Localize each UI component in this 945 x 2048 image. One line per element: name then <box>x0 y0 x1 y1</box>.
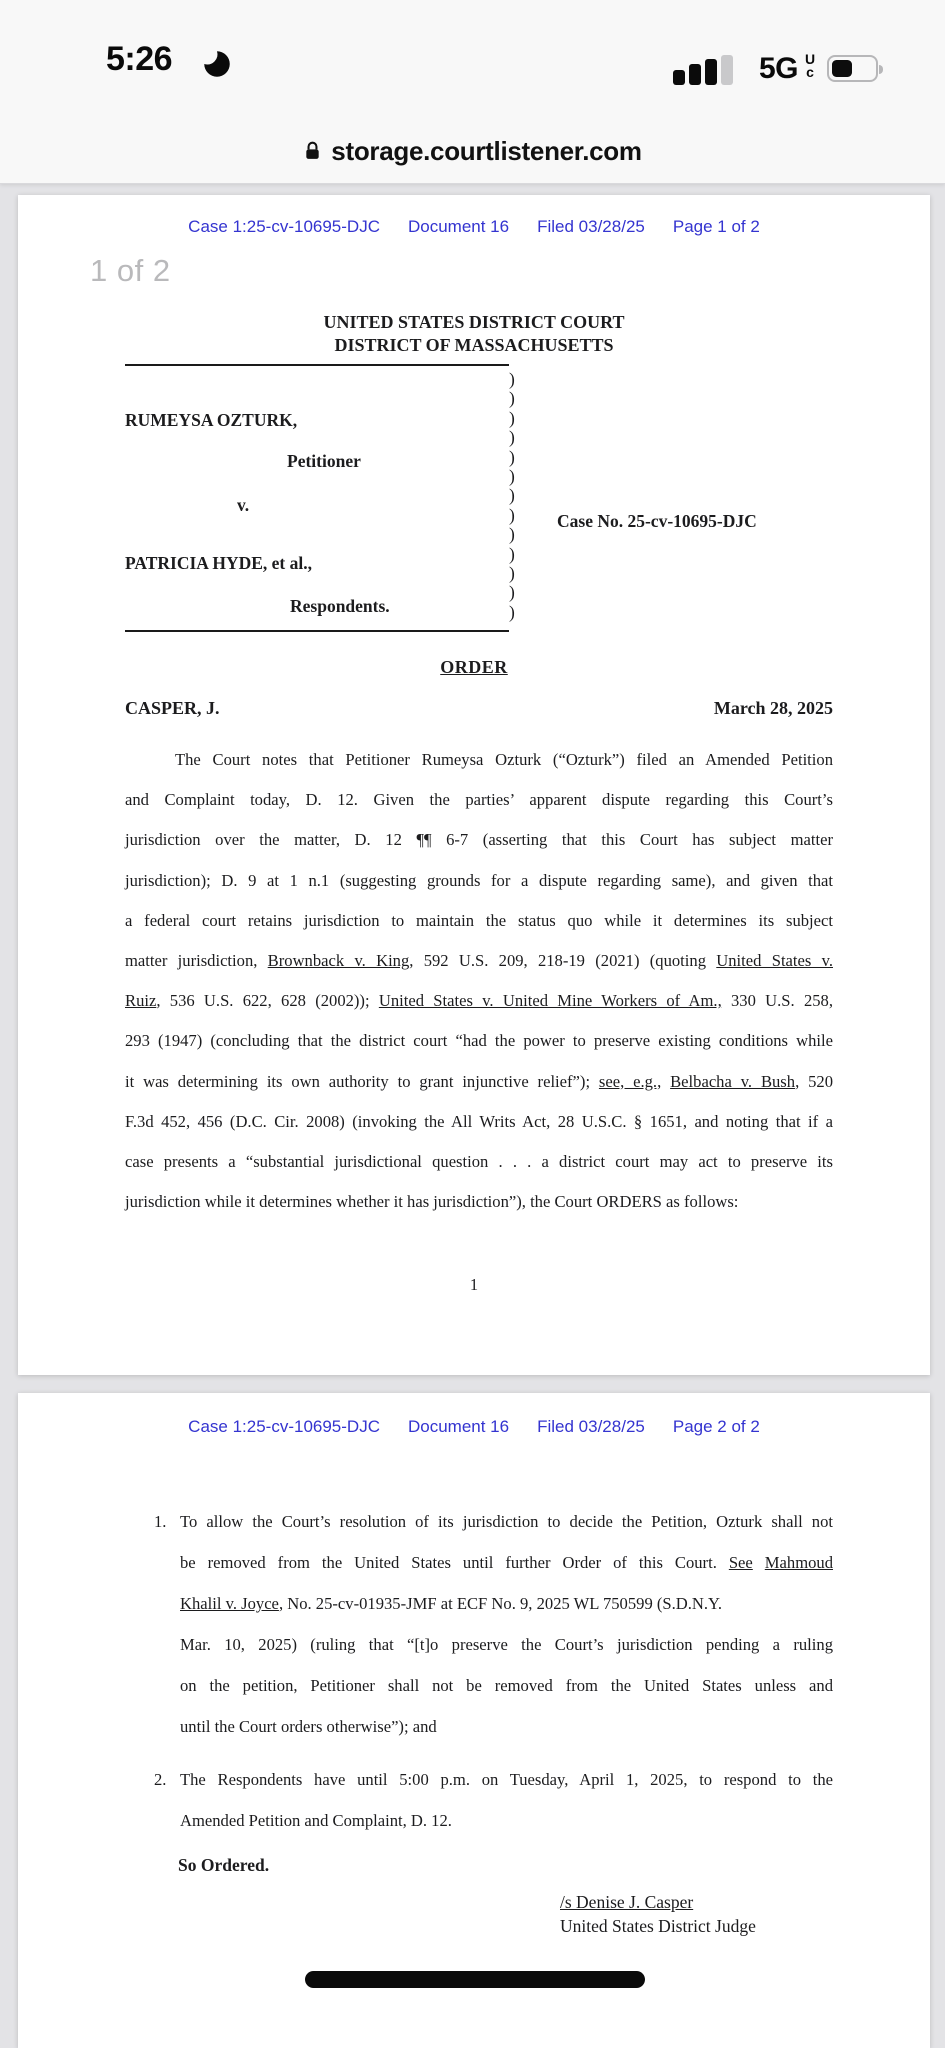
so-ordered-label: So Ordered. <box>178 1855 270 1875</box>
stamp-case-number: Case 1:25-cv-10695-DJC <box>188 217 380 236</box>
network-uc-label: U c <box>805 51 816 80</box>
caption-paren: ) <box>509 485 515 506</box>
stamp-filed-date: Filed 03/28/25 <box>537 1417 645 1436</box>
petitioner-name: RUMEYSA OZTURK, <box>125 410 298 430</box>
document-text-line: jurisdiction over the matter, D. 12 ¶¶ 6-7 (asserting that this Court has subject matter <box>125 830 833 850</box>
document-text-line: Amended Petition and Complaint, D. 12. <box>180 1811 452 1830</box>
list-item-number: 1. <box>154 1512 167 1531</box>
judge-name: CASPER, J. <box>125 698 220 718</box>
order-body-text <box>125 740 833 1222</box>
signature-title: United States District Judge <box>560 1916 756 1936</box>
petitioner-label: Petitioner <box>287 451 361 471</box>
document-text-line: and Complaint today, D. 12. Given the parties’ apparent dispute regarding this Court’s <box>125 790 833 810</box>
pdf-viewer[interactable] <box>0 184 945 2048</box>
caption-paren: ) <box>509 504 515 525</box>
caption-paren: ) <box>509 427 515 448</box>
order-numbered-list <box>154 1501 833 1841</box>
url-bar[interactable] <box>0 131 945 171</box>
document-text-line: it was determining its own authority to grant injunctive relief”); see, e.g., Belbacha v. Bush, 520 <box>125 1071 833 1091</box>
stamp-page-number: Page 1 of 2 <box>672 217 760 236</box>
document-text-line: case presents a “substantial jurisdictional question . . . a district court may act to preserve its <box>125 1151 833 1171</box>
stamp-case-number: Case 1:25-cv-10695-DJC <box>188 1417 380 1436</box>
order-heading: ORDER <box>440 657 508 677</box>
status-time: 5:26 <box>106 40 173 78</box>
pdf-page-2 <box>18 1393 930 2048</box>
page-footer-number: 1 <box>469 1275 479 1294</box>
document-text-line: F.3d 452, 456 (D.C. Cir. 2008) (invoking the All Writs Act, 28 U.S.C. § 1651, and noting that if a <box>125 1111 833 1131</box>
document-text-line: 2. The Respondents have until 5:00 p.m. on Tuesday, April 1, 2025, to respond to the <box>180 1759 833 1800</box>
battery-icon <box>827 55 878 82</box>
pdf-stamp-header-page1 <box>18 217 930 237</box>
page-position-overlay: 1 of 2 <box>90 253 171 288</box>
url-text: storage.courtlistener.com <box>331 135 642 166</box>
caption-top-rule <box>125 364 509 366</box>
case-number: Case No. 25-cv-10695-DJC <box>557 511 757 531</box>
document-text-line: Ruiz, 536 U.S. 622, 628 (2002)); United States v. United Mine Workers of Am., 330 U.S. 258, <box>125 991 833 1011</box>
respondent-label: Respondents. <box>290 596 390 616</box>
home-indicator[interactable] <box>305 1971 645 1988</box>
stamp-document-number: Document 16 <box>407 217 510 236</box>
browser-chrome <box>0 0 945 184</box>
versus-label: v. <box>237 495 250 515</box>
caption-paren: ) <box>509 543 515 564</box>
signature-name: /s Denise J. Casper <box>560 1892 694 1912</box>
cellular-signal-icon <box>673 55 733 85</box>
signature-block <box>560 1890 756 1938</box>
caption-paren: ) <box>509 524 515 545</box>
caption-bottom-rule <box>125 630 509 632</box>
document-text-line: jurisdiction while it determines whether it has jurisdiction”), the Court ORDERS as follows: <box>125 1192 739 1212</box>
caption-paren: ) <box>509 446 515 467</box>
document-text-line: on the petition, Petitioner shall not be removed from the United States unless and <box>180 1676 833 1695</box>
network-type-label: 5G <box>759 52 799 85</box>
lock-icon <box>303 140 322 162</box>
caption-paren: ) <box>509 407 515 428</box>
stamp-page-number: Page 2 of 2 <box>672 1417 760 1436</box>
stamp-document-number: Document 16 <box>407 1417 510 1436</box>
caption-paren: ) <box>509 369 515 389</box>
caption-paren: ) <box>509 582 515 603</box>
document-text-line: 1. To allow the Court’s resolution of its jurisdiction to decide the Petition, Ozturk shall not <box>180 1501 833 1542</box>
document-text-line: matter jurisdiction, Brownback v. King, 592 U.S. 209, 218-19 (2021) (quoting United States v. <box>125 950 833 970</box>
document-text-line: until the Court orders otherwise”); and <box>180 1717 437 1736</box>
document-text-line: be removed from the United States until further Order of this Court. See Mahmoud <box>180 1553 833 1572</box>
caption-paren: ) <box>509 563 515 584</box>
document-text-line: Khalil v. Joyce, No. 25-cv-01935-JMF at ECF No. 9, 2025 WL 750599 (S.D.N.Y. <box>180 1594 723 1613</box>
order-date: March 28, 2025 <box>713 698 833 718</box>
caption-paren: ) <box>509 601 515 622</box>
caption-paren-column <box>509 370 515 622</box>
document-text-line: Mar. 10, 2025) (ruling that “[t]o preserve the Court’s jurisdiction pending a ruling <box>180 1635 833 1654</box>
case-caption <box>125 360 835 640</box>
document-text-line: The Court notes that Petitioner Rumeysa Ozturk (“Ozturk”) filed an Amended Petition <box>175 750 833 769</box>
judge-date-row <box>125 698 833 719</box>
pdf-page-1 <box>18 195 930 1375</box>
stamp-filed-date: Filed 03/28/25 <box>537 217 645 236</box>
caption-paren: ) <box>509 388 515 409</box>
document-text-line: a federal court retains jurisdiction to maintain the status quo while it determines its subject <box>125 910 833 930</box>
do-not-disturb-moon-icon <box>200 47 234 81</box>
pdf-stamp-header-page2 <box>18 1417 930 1437</box>
caption-paren: ) <box>509 466 515 487</box>
list-item-number: 2. <box>154 1770 167 1789</box>
document-text-line: 293 (1947) (concluding that the district court “had the power to preserve existing conditions while <box>125 1031 833 1051</box>
document-text-line: jurisdiction); D. 9 at 1 n.1 (suggesting grounds for a dispute regarding same), and given that <box>125 870 833 890</box>
court-title: UNITED STATES DISTRICT COURT DISTRICT OF MASSACHUSETTS <box>323 312 625 355</box>
respondent-name: PATRICIA HYDE, et al., <box>125 553 312 573</box>
